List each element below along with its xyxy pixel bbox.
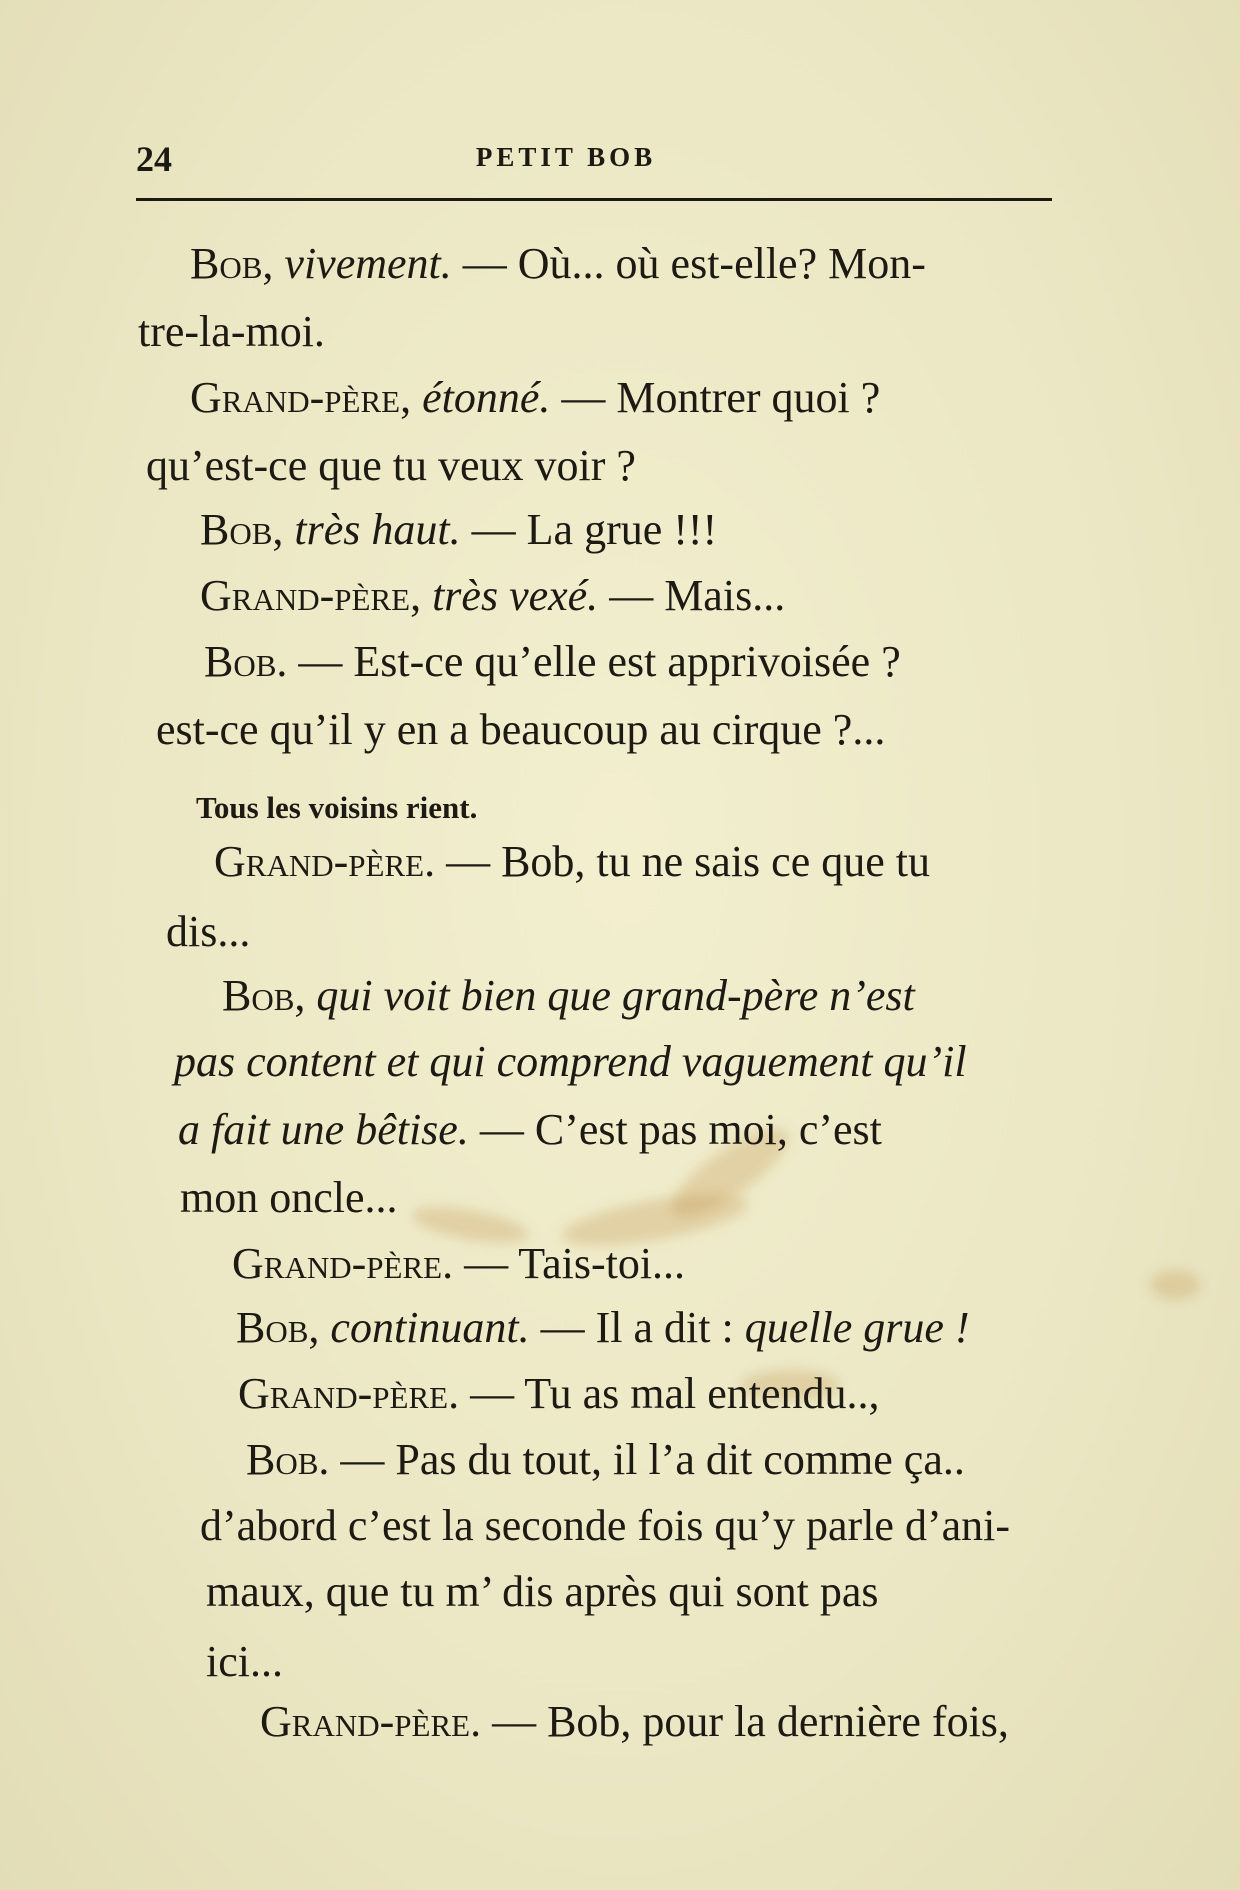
text-line: Grand-père. — Tais-toi... xyxy=(232,1239,686,1288)
text-line: qu’est-ce que tu veux voir ? xyxy=(146,441,636,490)
text-line: Grand-père, très vexé. — Mais... xyxy=(200,571,786,620)
text-line: Bob. — Est-ce qu’elle est apprivoisée ? xyxy=(204,637,901,686)
text-line: mon oncle... xyxy=(180,1173,398,1222)
text-line: a fait une bêtise. — C’est pas moi, c’est xyxy=(178,1105,882,1154)
text-line: est-ce qu’il y en a beaucoup au cirque ?... xyxy=(156,705,886,754)
page-header xyxy=(136,138,1052,188)
text-line: Bob, vivement. — Où... où est-elle? Mon- xyxy=(190,239,926,288)
water-stain xyxy=(1150,1270,1200,1300)
text-line: Bob, qui voit bien que grand-père n’est xyxy=(222,971,915,1020)
text-line: Grand-père, étonné. — Montrer quoi ? xyxy=(190,373,881,422)
text-line: pas content et qui comprend vaguement qu’il xyxy=(174,1037,967,1086)
text-line: Grand-père. — Tu as mal entendu.., xyxy=(238,1369,880,1418)
text-line: ici... xyxy=(206,1637,283,1686)
text-line: dis... xyxy=(166,907,251,956)
text-line: maux, que tu m’ dis après qui sont pas xyxy=(206,1567,879,1616)
text-line: d’abord c’est la seconde fois qu’y parle d’ani- xyxy=(200,1501,1011,1550)
stage-direction: Tous les voisins rient. xyxy=(196,790,478,825)
text-line: Bob, très haut. — La grue !!! xyxy=(200,505,718,554)
text-line: Bob. — Pas du tout, il l’a dit comme ça.. xyxy=(246,1435,965,1484)
running-title: PETIT BOB xyxy=(475,142,657,172)
text-line: tre-la-moi. xyxy=(138,307,325,356)
header-rule xyxy=(136,198,1052,201)
page-number: 24 xyxy=(136,139,172,179)
text-line: Bob, continuant. — Il a dit : quelle grue ! xyxy=(236,1303,970,1352)
text-line: Grand-père. — Bob, tu ne sais ce que tu xyxy=(214,837,930,886)
text-line: Grand-père. — Bob, pour la dernière fois, xyxy=(260,1697,1009,1746)
